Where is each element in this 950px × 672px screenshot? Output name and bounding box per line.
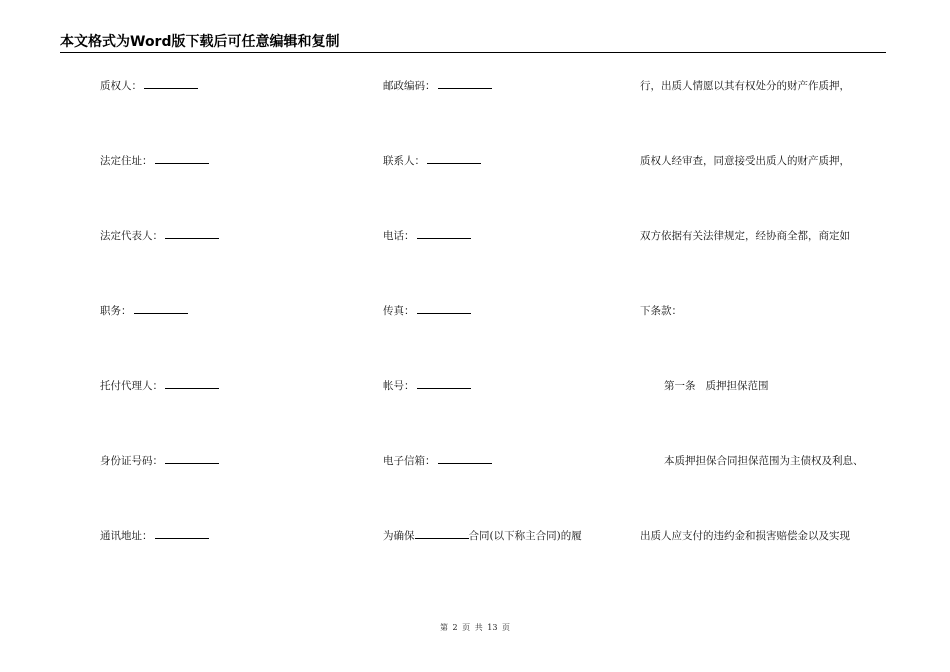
body-line: 出质人应支付的违约金和损害赔偿金以及实现: [640, 530, 850, 542]
fill-blank: [438, 79, 492, 89]
field-label: 法定代表人：: [100, 230, 163, 242]
fill-blank: [155, 529, 209, 539]
header-title: 本文格式为Word版下载后可任意编辑和复制: [60, 34, 340, 50]
total-page-count: 13: [487, 623, 498, 632]
field-agent: [100, 379, 219, 393]
fill-blank: [155, 154, 209, 164]
article-title: 质押担保范围: [705, 380, 769, 392]
field-label: 法定住址：: [100, 155, 153, 167]
field-label: 托付代理人：: [100, 380, 163, 392]
body-line: 双方依据有关法律规定，经协商全都，商定如: [640, 230, 850, 242]
field-label: 通讯地址：: [100, 530, 153, 542]
field-postal-code: [383, 79, 492, 93]
current-page-number: 2: [452, 623, 458, 632]
text-segment: 为确保: [383, 530, 415, 542]
contract-purpose-line: [383, 529, 582, 543]
body-line: 本质押担保合同担保范围为主债权及利息、: [664, 455, 864, 467]
fill-blank: [165, 229, 219, 239]
field-mailing-address: [100, 529, 209, 543]
article-number: 第一条: [664, 380, 696, 392]
footer-text: 页: [462, 623, 471, 632]
field-position: [100, 304, 188, 318]
field-id-number: [100, 454, 219, 468]
field-label: 电话：: [383, 230, 415, 242]
field-label: 帐号：: [383, 380, 415, 392]
fill-blank: [165, 454, 219, 464]
body-line: 质权人经审查，同意接受出质人的财产质押，: [640, 155, 850, 167]
fill-blank: [415, 529, 469, 539]
field-label: 电子信箱：: [383, 455, 436, 467]
article-heading: [640, 379, 769, 393]
fill-blank: [417, 379, 471, 389]
field-label: 质权人：: [100, 80, 142, 92]
fill-blank: [144, 79, 198, 89]
body-line: 行，出质人情愿以其有权处分的财产作质押，: [640, 80, 850, 92]
field-pledgee: [100, 79, 198, 93]
fill-blank: [427, 154, 481, 164]
field-legal-address: [100, 154, 209, 168]
footer-text: 共: [474, 623, 483, 632]
field-email: [383, 454, 492, 468]
field-phone: [383, 229, 471, 243]
field-label: 邮政编码：: [383, 80, 436, 92]
page-footer: [0, 623, 950, 633]
page-header: [60, 34, 886, 53]
field-label: 职务：: [100, 305, 132, 317]
fill-blank: [165, 379, 219, 389]
footer-text: 页: [502, 623, 510, 632]
field-contact-person: [383, 154, 481, 168]
fill-blank: [134, 304, 188, 314]
field-label: 传真：: [383, 305, 415, 317]
text-segment: 合同(以下称主合同)的履: [468, 530, 582, 542]
footer-text: 第: [439, 623, 448, 632]
field-legal-representative: [100, 229, 219, 243]
field-fax: [383, 304, 471, 318]
body-line: 下条款：: [640, 305, 682, 317]
field-account: [383, 379, 471, 393]
field-label: 身份证号码：: [100, 455, 163, 467]
fill-blank: [417, 304, 471, 314]
field-label: 联系人：: [383, 155, 425, 167]
fill-blank: [438, 454, 492, 464]
fill-blank: [417, 229, 471, 239]
